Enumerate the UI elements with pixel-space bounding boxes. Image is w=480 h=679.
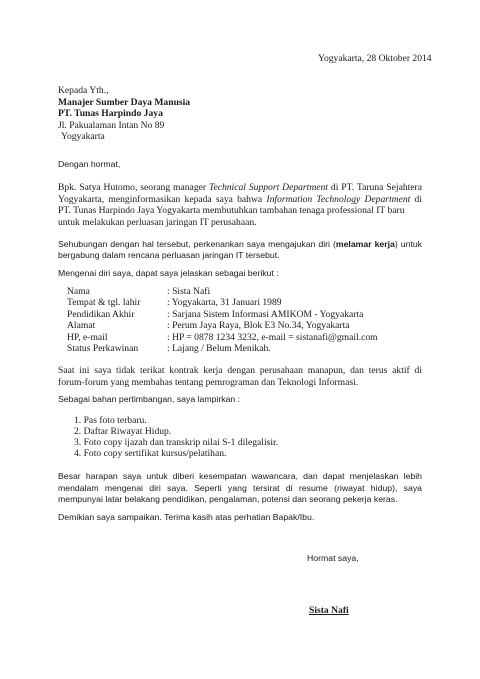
signature-name: Sista Nafi [309, 605, 349, 616]
para1-line3: PT. Tunas Harpindo Jaya Yogyakarta membutuhkan tambahan tenaga professional IT baru [58, 205, 405, 216]
recipient-title: Manajer Sumber Daya Manusia [58, 97, 191, 108]
recipient-company: PT. Tunas Harpindo Jaya [58, 108, 163, 119]
salutation: Dengan hormat, [58, 159, 121, 169]
closing: Hormat saya, [307, 553, 359, 563]
para4-line2: forum-forum yang membahas tentang pemrograman dan Teknologi Informasi. [58, 377, 359, 388]
para2-line1: Sehubungan dengan hal tersebut, perkenankan saya mengajukan diri (melamar kerja) untuk [58, 239, 422, 249]
para1-line2: Yogyakarta, menginformasikan kepada saya bahwa Information Technology Department di [58, 194, 422, 205]
recipient-city: Yogyakarta [61, 131, 105, 142]
para1-line1: Bpk. Satya Hutomo, seorang manager Technical Support Department di PT. Taruna Sejahtera [58, 182, 422, 193]
para4-line1: Saat ini saya tidak terikat kontrak kerja dengan perusahaan manapun, dan terus aktif di [58, 365, 422, 376]
para2-line2: bergabung dalam rencana perluasan jaringan IT tersebut. [58, 250, 280, 260]
para7: Demikian saya sampaikan. Terima kasih atas perhatian Bapak/Ibu. [58, 512, 315, 522]
para6-line2: mendalam mengenai diri saya. Seperti yang tersirat di resume (riwayat hidup), saya [58, 483, 422, 493]
para5: Sebagai bahan pertimbangan, saya lampirkan : [58, 394, 241, 404]
para6-line1: Besar harapan saya untuk diberi kesempatan wawancara, dan dapat menjelaskan lebih [58, 471, 422, 481]
attachment-item: 3. Foto copy ijazah dan transkrip nilai S-1 dilegalisir. [74, 437, 279, 448]
attachment-item: 4. Foto copy sertifikat kursus/pelatihan. [74, 448, 227, 459]
para1-line4: untuk melakukan perluasan jaringan IT perusahaan. [58, 217, 257, 228]
attachment-item: 1. Pas foto terbaru. [74, 415, 147, 426]
attachment-item: 2. Daftar Riwayat Hidup. [74, 426, 172, 437]
bio-table: Nama : Sista Nafi Tempat & tgl. lahir : Yogyakarta, 31 Januari 1989 Pendidikan Akhir : Sarjana Sistem Informasi AMIKOM - Yogyakarta Alamat : Perum Jaya Raya, Blok E3 No.34, Yogyakarta HP, e-mail : HP = 0878 1234 3232, e-mail = sistanafi@gmail.com Status Perkawinan : Lajang / Belum Menikah. [67, 286, 378, 354]
date-line: Yogyakarta, 28 Oktober 2014 [318, 53, 432, 64]
recipient-street: Jl. Pakualaman Intan No 89 [58, 120, 165, 131]
para3: Mengenai diri saya, dapat saya jelaskan sebagai berikut : [58, 268, 279, 278]
recipient-greeting: Kepada Yth., [58, 85, 109, 96]
para6-line3: mempunyai latar belakang pendidikan, pengalaman, potensi dan seorang pekerja keras. [58, 494, 398, 504]
